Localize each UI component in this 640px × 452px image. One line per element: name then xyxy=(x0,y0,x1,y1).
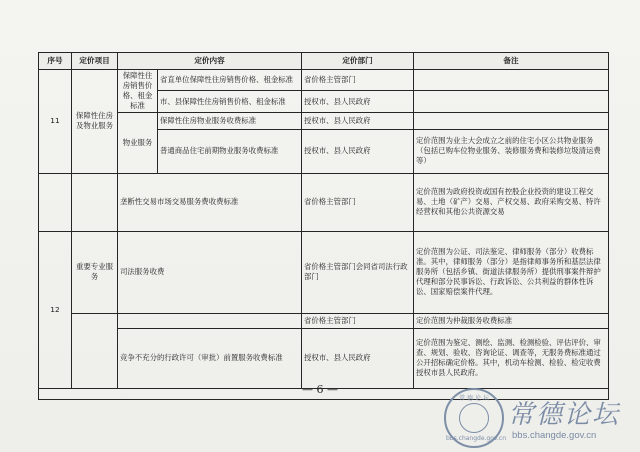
dept-cell: 省价格主管部门会同省司法行政部门 xyxy=(302,231,414,313)
dept-cell: 授权市、县人民政府 xyxy=(302,112,414,129)
dept-cell: 省价格主管部门 xyxy=(302,70,414,91)
watermark-url: bbs.changde.gov.cn xyxy=(512,430,597,441)
table-row xyxy=(39,112,609,129)
content-cell: 司法服务收费 xyxy=(118,231,302,313)
dept-cell: 授权市、县人民政府 xyxy=(302,328,414,388)
remarks-cell xyxy=(414,91,609,112)
table-row xyxy=(39,313,609,328)
dept-cell: 省价格主管部门 xyxy=(302,173,414,231)
content-cell: 普通商品住宅前期物业服务收费标准 xyxy=(158,129,302,173)
header-content: 定价内容 xyxy=(118,53,302,70)
table-row xyxy=(39,70,609,91)
watermark-seal-icon xyxy=(444,388,507,448)
table-row xyxy=(39,231,609,313)
row-seq-12: 12 xyxy=(39,231,72,388)
pricing-table xyxy=(38,52,609,400)
sub-item-property-service: 物业服务 xyxy=(118,112,158,173)
table-header-row xyxy=(39,53,609,70)
row-project-blank xyxy=(72,313,118,388)
dept-cell: 授权市、县人民政府 xyxy=(302,129,414,173)
row-project-12: 重要专业服务 xyxy=(72,231,118,313)
content-cell: 竞争不充分的行政许可（审批）前置服务收费标准 xyxy=(118,328,302,388)
watermark-seal-top-text: 常 德 论 坛 xyxy=(459,395,489,402)
watermark-seal-bottom-text: bbs.changde.gov.cn xyxy=(446,435,507,442)
row-project-11: 保障性住房及物业服务 xyxy=(72,70,118,174)
watermark-name: 常德论坛 xyxy=(508,400,621,430)
remarks-cell: 定价范围为公证、司法鉴定、律师服务（部分）收费标准。其中，律师服务（部分）是指律师事务所和基层法律服务所（包括乡镇、街道法律服务所）提供刑事案件辩护代理和部分民事诉讼、行政诉讼、公共利益的群体性诉讼、国家赔偿案件代理。 xyxy=(414,231,609,313)
content-cell: 垄断性交易市场交易服务费收费标准 xyxy=(118,173,302,231)
header-dept: 定价部门 xyxy=(302,53,414,70)
remarks-cell: 定价范围为仲裁服务收费标准 xyxy=(414,313,609,328)
remarks-cell: 定价范围为业主大会成立之前的住宅小区公共物业服务（包括已购车位物业服务、装修服务费和装修垃圾清运费等） xyxy=(414,129,609,173)
page-number: — 6 — xyxy=(302,383,338,396)
table-row xyxy=(39,173,609,231)
header-project: 定价项目 xyxy=(72,53,118,70)
remarks-cell: 定价范围为鉴定、测绘、监测、检测检验、评估评价、审查、规划、验收、咨询论证、调查等，无服务费标准通过公开招标确定价格。其中，机动车检测、检验、检定收费授权市县人民政府。 xyxy=(414,328,609,388)
dept-cell: 省价格主管部门 xyxy=(302,313,414,328)
remarks-cell: 定价范围为政府投资或国有控股企业投资的建设工程交易、土地（矿产）交易、产权交易、政府采购交易、特许经营权和其他公共资源交易 xyxy=(414,173,609,231)
header-remarks: 备注 xyxy=(414,53,609,70)
content-cell: 市、县保障性住房销售价格、租金标准 xyxy=(158,91,302,112)
header-seq: 序号 xyxy=(39,53,72,70)
dept-cell: 授权市、县人民政府 xyxy=(302,91,414,112)
row-seq-blank xyxy=(39,173,72,231)
row-project-blank xyxy=(72,173,118,231)
content-cell xyxy=(118,313,302,328)
remarks-cell xyxy=(414,112,609,129)
content-cell: 保障性住房物业服务收费标准 xyxy=(158,112,302,129)
content-cell: 省直单位保障性住房销售价格、租金标准 xyxy=(158,70,302,91)
sub-item-housing-price: 保障性住房销售价格、租金标准 xyxy=(118,70,158,113)
row-seq-11: 11 xyxy=(39,70,72,174)
table-row xyxy=(39,328,609,388)
watermark xyxy=(432,388,640,452)
remarks-cell xyxy=(414,70,609,91)
